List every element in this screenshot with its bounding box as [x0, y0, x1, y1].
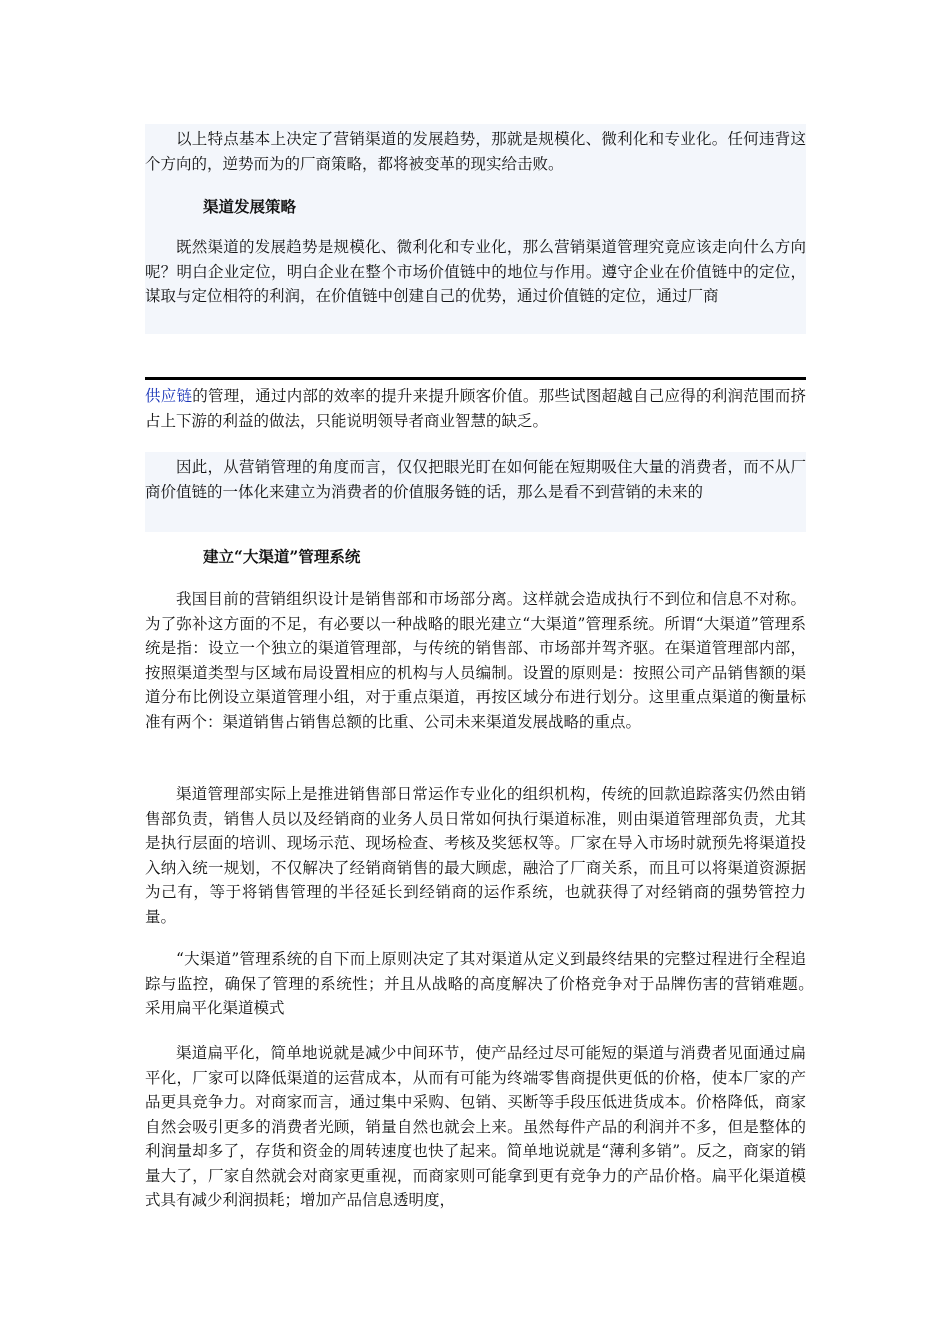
paragraph-4: 因此，从营销管理的角度而言，仅仅把眼光盯在如何能在短期吸住大量的消费者，而不从厂商价值链的一体化来建立为消费者的价值服务链的话，那么是看不到营销的未来的	[145, 458, 806, 501]
paragraph-6: 渠道管理部实际上是推进销售部日常运作专业化的组织机构，传统的回款追踪落实仍然由销售部负责，销售人员以及经销商的业务人员日常如何执行渠道标准，则由渠道管理部负责，尤其是执行层面的培训、现场示范、现场检查、考核及奖惩权等。厂家在导入市场时就预先将渠道投入纳入统一规划，不仅解决了经销商销售的最大顾虑，融洽了厂商关系，而且可以将渠道资源据为己有，等于将销售管理的半径延长到经销商的运作系统，也就获得了对经销商的强势管控力量。	[145, 785, 806, 926]
paragraph-2: 既然渠道的发展趋势是规模化、微利化和专业化，那么营销渠道管理究竟应该走向什么方向呢？明白企业定位，明白企业在整个市场价值链中的地位与作用。遵守企业在价值链中的定位，谋取与定位相符的利润，在价值链中创建自己的优势，通过价值链的定位，通过厂商	[145, 238, 806, 305]
paragraph-5: 我国目前的营销组织设计是销售部和市场部分离。这样就会造成执行不到位和信息不对称。为了弥补这方面的不足，有必要以一种战略的眼光建立“大渠道”管理系统。所谓“大渠道”管理系统是指：设立一个独立的渠道管理部，与传统的销售部、市场部并驾齐驱。在渠道管理部内部，按照渠道类型与区域布局设置相应的机构与人员编制。设置的原则是：按照公司产品销售额的渠道分布比例设立渠道管理小组，对于重点渠道，再按区域分布进行划分。这里重点渠道的衡量标准有两个：渠道销售占销售总额的比重、公司未来渠道发展战略的重点。	[145, 590, 806, 731]
page-divider	[145, 377, 806, 380]
supply-chain-link[interactable]: 供应链	[145, 387, 193, 405]
heading-big-channel-system: 建立“大渠道”管理系统	[203, 547, 361, 566]
paragraph-8: 渠道扁平化，简单地说就是减少中间环节，使产品经过尽可能短的渠道与消费者见面通过扁平化，厂家可以降低渠道的运营成本，从而有可能为终端零售商提供更低的价格，使本厂家的产品更具竞争力。对商家而言，通过集中采购、包销、买断等手段压低进货成本。价格降低，商家自然会吸引更多的消费者光顾，销量自然也就会上来。虽然每件产品的利润并不多，但是整体的利润量却多了，存货和资金的周转速度也快了起来。简单地说就是“薄利多销”。反之，商家的销量大了，厂家自然就会对商家更重视，而商家则可能拿到更有竞争力的产品价格。扁平化渠道模式具有减少利润损耗；增加产品信息透明度，	[145, 1044, 806, 1209]
paragraph-7: “大渠道”管理系统的自下而上原则决定了其对渠道从定义到最终结果的完整过程进行全程追踪与监控，确保了管理的系统性；并且从战略的高度解决了价格竞争对于品牌伤害的营销难题。 采用扁平化渠道模式	[145, 950, 822, 1017]
paragraph-3	[145, 384, 806, 433]
paragraph-1: 以上特点基本上决定了营销渠道的发展趋势，那就是规模化、微利化和专业化。任何违背这个方向的，逆势而为的厂商策略，都将被变革的现实给击败。	[145, 130, 806, 173]
paragraph-3-text: 的管理，通过内部的效率的提升来提升顾客价值。那些试图超越自己应得的利润范围而挤占上下游的利益的做法，只能说明领导者商业智慧的缺乏。	[145, 387, 806, 430]
heading-channel-strategy: 渠道发展策略	[203, 197, 297, 216]
